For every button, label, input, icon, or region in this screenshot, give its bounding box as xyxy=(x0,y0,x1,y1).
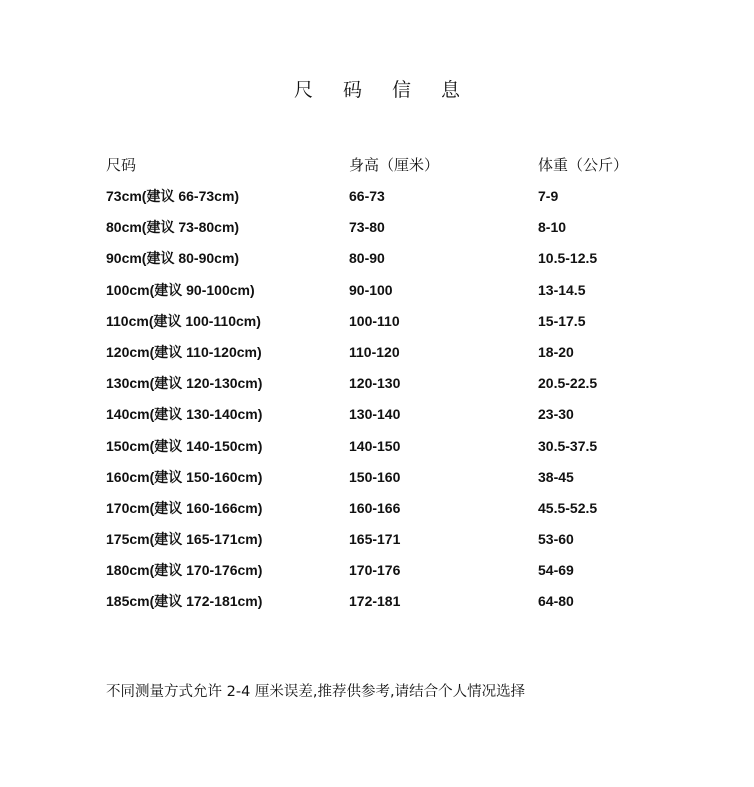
weight-cell: 8-10 xyxy=(538,219,567,236)
height-cell: 150-160 xyxy=(349,468,401,485)
weight-cell: 53-60 xyxy=(538,531,574,548)
page-title: 尺 码 信 息 xyxy=(293,79,473,101)
height-cell: 165-171 xyxy=(349,531,401,548)
height-cell: 160-166 xyxy=(349,499,401,516)
weight-cell: 13-14.5 xyxy=(538,281,586,298)
table-row xyxy=(106,436,666,467)
height-cell: 73-80 xyxy=(349,219,385,236)
table-row xyxy=(106,311,666,342)
table-row xyxy=(106,467,666,498)
table-header-row xyxy=(106,155,666,186)
size-cell: 120cm(建议 110-120cm) xyxy=(106,343,262,360)
table-row xyxy=(106,529,666,560)
table-row xyxy=(106,217,666,248)
size-cell: 170cm(建议 160-166cm) xyxy=(106,499,263,516)
measurement-note: 不同测量方式允许 2-4 厘米误差,推荐供参考,请结合个人情况选择 xyxy=(106,684,526,700)
size-cell: 73cm(建议 66-73cm) xyxy=(106,188,240,204)
header-height: 身高（厘米） xyxy=(349,156,440,174)
table-row xyxy=(106,248,666,279)
weight-cell: 38-45 xyxy=(538,468,574,485)
size-cell: 140cm(建议 130-140cm) xyxy=(106,406,263,423)
size-cell: 130cm(建议 120-130cm) xyxy=(106,375,263,392)
size-cell: 90cm(建议 80-90cm) xyxy=(106,250,240,267)
table-row xyxy=(106,560,666,591)
height-cell: 130-140 xyxy=(349,406,401,423)
height-cell: 110-120 xyxy=(349,343,400,360)
table-row xyxy=(106,373,666,404)
weight-cell: 15-17.5 xyxy=(538,312,586,329)
size-cell: 175cm(建议 165-171cm) xyxy=(106,531,263,548)
size-cell: 80cm(建议 73-80cm) xyxy=(106,219,240,236)
size-cell: 150cm(建议 140-150cm) xyxy=(106,437,263,454)
height-cell: 140-150 xyxy=(349,437,401,454)
weight-cell: 64-80 xyxy=(538,593,574,610)
height-cell: 100-110 xyxy=(349,312,400,329)
header-size: 尺码 xyxy=(106,156,137,174)
weight-cell: 20.5-22.5 xyxy=(538,375,598,392)
size-cell: 180cm(建议 170-176cm) xyxy=(106,562,263,579)
weight-cell: 7-9 xyxy=(538,188,559,204)
weight-cell: 10.5-12.5 xyxy=(538,250,598,267)
size-table xyxy=(106,155,666,623)
table-row xyxy=(106,404,666,435)
weight-cell: 30.5-37.5 xyxy=(538,437,598,454)
size-cell: 100cm(建议 90-100cm) xyxy=(106,281,255,298)
weight-cell: 18-20 xyxy=(538,343,574,360)
size-cell: 185cm(建议 172-181cm) xyxy=(106,593,263,610)
weight-cell: 54-69 xyxy=(538,562,574,579)
table-body xyxy=(106,186,666,623)
table-row xyxy=(106,342,666,373)
weight-cell: 23-30 xyxy=(538,406,574,423)
height-cell: 66-73 xyxy=(349,188,385,204)
size-cell: 160cm(建议 150-160cm) xyxy=(106,468,263,485)
table-row xyxy=(106,186,666,217)
header-weight: 体重（公斤） xyxy=(538,156,629,174)
table-row xyxy=(106,591,666,622)
height-cell: 120-130 xyxy=(349,375,401,392)
height-cell: 80-90 xyxy=(349,250,385,267)
size-cell: 110cm(建议 100-110cm) xyxy=(106,312,261,329)
height-cell: 90-100 xyxy=(349,281,393,298)
table-row xyxy=(106,280,666,311)
height-cell: 172-181 xyxy=(349,593,401,610)
table-row xyxy=(106,498,666,529)
height-cell: 170-176 xyxy=(349,562,401,579)
weight-cell: 45.5-52.5 xyxy=(538,499,598,516)
